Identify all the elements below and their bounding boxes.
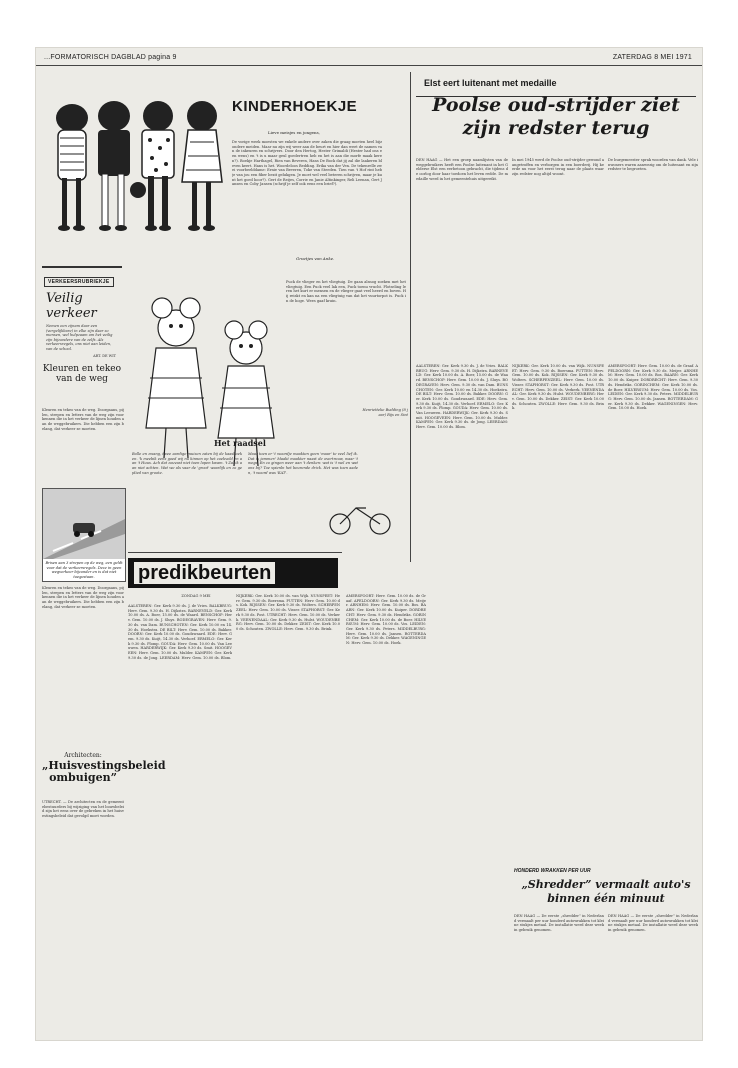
column-divider	[410, 72, 411, 562]
verkeer-continued: Kleuren en tekeo van de weg. Doorgaans, pijlen, strepen en letters van de weg zijn voor kennen die in het verkeer de lijnen houden aan de weggebruikers. Die hebben een zijn belang, dat verkeer ze moeten.	[42, 586, 124, 609]
children-illustration	[42, 78, 224, 263]
kinderhoekje-title: KINDERHOEKJE	[232, 98, 358, 115]
shredder-headline: „Shredder” vermaalt auto's binnen één minuut	[521, 878, 691, 905]
road-illustration	[43, 489, 125, 559]
architecten-kicker: Architecten:	[64, 752, 102, 759]
article-headline: Poolse oud-strijder ziet zijn redster terug	[432, 94, 680, 139]
predik-rule	[128, 552, 342, 553]
shredder-kicker: HONDERD WRAKKEN PER UUR	[514, 868, 591, 874]
puzzle-signature: Henrietteke Budding (8 jaar) Rijs en Sint	[362, 408, 408, 417]
predik-continued-3: AMERSFOORT: Herv. Gem. 10.00 ds. de Graaf. APELDOORN: Ger. Kerk 9.30 ds. Meijer. ARNHEM: Herv. Gem. 10.00 ds. Bos. BAARN: Ger. Kerk 10.00 ds. Kuiper. DORDRECHT: Herv. Gem. 9.30 ds. Hendriks. GORINCHEM: Ger. Kerk 10.00 ds. de Boer. HILVERSUM: Herv. Gem. 10.00 ds. Vos. LEIDEN: Ger. Kerk 9.30 ds. Peters. MIDDELBURG: Herv. Gem. 10.00 ds. Jansen. ROTTERDAM: Ger. Kerk 9.30 ds. Dekker. WAGENINGEN: Herv. Gem. 10.00 ds. Hoek.	[608, 364, 698, 411]
article-kicker: Elst eert luitenant met medaille	[424, 78, 557, 88]
verkeer-author: ART. DE WIT	[93, 354, 116, 358]
predik-subtitle: ZONDAG 9 MEI	[181, 594, 211, 598]
predik-continued-2: NIJKERK: Ger. Kerk 10.00 ds. van Wijk. NUNSPEET: Herv. Gem. 9.30 ds. Boersma. PUTTEN: Herv. Gem. 10.00 ds. Kok. RIJSSEN: Ger. Kerk 9.30 ds. Wolters. SCHERPENZEEL: Herv. Gem. 10.00 ds. Visser. STAPHORST: Ger. Kerk 9.30 ds. Post. UTRECHT: Herv. Gem. 10.00 ds. Verkerk. VEENENDAAL: Ger. Kerk 9.30 ds. Hulst. WOUDENBERG: Herv. Gem. 10.00 ds. Dekker. ZEIST: Ger. Kerk 10.00 ds. Schouten. ZWOLLE: Herv. Gem. 9.30 ds. Brink.	[512, 364, 604, 411]
architecten-body: UTRECHT. — De architecten en de gemeentebestuurders bij wijziging van het bouwbeleid zijn het eens over de gebreken in het huisvestingsbeleid dat gevolgd moet worden.	[42, 800, 124, 819]
verkeer-title: Veilig verkeer	[46, 291, 97, 321]
puzzle-title: Het raadsel	[214, 438, 266, 448]
kinderhoekje-greeting: Lieve meisjes en jongens,	[268, 130, 320, 135]
header-rule	[36, 65, 702, 66]
predik-column-3: AMERSFOORT: Herv. Gem. 10.00 ds. de Graaf. APELDOORN: Ger. Kerk 9.30 ds. Meijer. ARNHEM: Herv. Gem. 10.00 ds. Bos. BAARN: Ger. Kerk 10.00 ds. Kuiper. DORDRECHT: Herv. Gem. 9.30 ds. Hendriks. GORINCHEM: Ger. Kerk 10.00 ds. de Boer. HILVERSUM: Herv. Gem. 10.00 ds. Vos. LEIDEN: Ger. Kerk 9.30 ds. Peters. MIDDELBURG: Herv. Gem. 10.00 ds. Jansen. ROTTERDAM: Ger. Kerk 9.30 ds. Dekker. WAGENINGEN: Herv. Gem. 10.00 ds. Hoek.	[346, 594, 426, 646]
page-header-date: ZATERDAG 8 MEI 1971	[612, 54, 692, 61]
shredder-body-2: DEN HAAG — De eerste „shredder” in Nederland vermaalt per uur honderd autowrakken tot kleine stukjes metaal. De installatie werd deze week in gebruik genomen.	[608, 914, 698, 933]
puzzle-text-right: Maar toen er 't woordje maakten geen 'maar' te veel lief ik. Dat is jammer! Maakt maakter naast de overtrouw, waar 't wegs. En zo gingen weer aan 't denken: wat is 't wel en wat ons bij? Toe spienln het beurende drick. Het was toen aaden, 't woord was 'EAT'.	[248, 452, 358, 475]
article-col-2: In mei 1945 werd de Poolse oud-strijder gewond aangetroffen en verborgen in een boerderij. Hij keerde nu voor het eerst terug naar de plaats waar zijn redster nog altijd woont.	[512, 158, 604, 177]
predik-column-2: NIJKERK: Ger. Kerk 10.00 ds. van Wijk. NUNSPEET: Herv. Gem. 9.30 ds. Boersma. PUTTEN: Herv. Gem. 10.00 ds. Kok. RIJSSEN: Ger. Kerk 9.30 ds. Wolters. SCHERPENZEEL: Herv. Gem. 10.00 ds. Visser. STAPHORST: Ger. Kerk 9.30 ds. Post. UTRECHT: Herv. Gem. 10.00 ds. Verkerk. VEENENDAAL: Ger. Kerk 9.30 ds. Hulst. WOUDENBERG: Herv. Gem. 10.00 ds. Dekker. ZEIST: Ger. Kerk 10.00 ds. Schouten. ZWOLLE: Herv. Gem. 9.30 ds. Brink.	[236, 594, 340, 631]
road-photo-caption: Brisen aan 3 strepen op de weg, een geldt voor dat de verkeersregels. Deze in geen wegverkeer bijzonder en is dat niet toegestaan.	[43, 559, 125, 581]
verkeer-subtitle: Kleuren en tekeo van de weg	[42, 364, 122, 384]
article-col-3: De burgemeester sprak woorden van dank. Vele inwoners waren aanwezig om de luitenant en zijn redster te begroeten.	[608, 158, 698, 172]
architecten-headline: „Huisvestingsbeleid ombuigen”	[42, 759, 166, 784]
kinderhoekje-signature: Groetjes van Anke.	[296, 256, 335, 261]
predik-column-1: AALSTEREN: Ger. Kerk 9.30 ds. J. de Vries. BALKBRUG: Herv. Gem. 9.30 ds. H. Dijkstra. BARNEVELD: Ger. Kerk 10.00 ds. A. Boer, 15.00 ds. de Waard. BENSCHOP: Herv. Gem. 10.00 ds. J. Sluys. BODEGRAVEN: Herv. Gem. 9.30 ds. van Dam. BUNSCHOTEN: Ger. Kerk 10.00 en 14.30 ds. Hoekstra. DE BILT: Herv. Gem. 10.00 ds. Bakker. DOORN: Ger. Kerk 10.00 ds. Goudzwaard. EDE: Herv. Gem. 9.30 ds. Kuijt, 14.30 ds. Verhoef. ERMELO: Ger. Kerk 9.30 ds. Plomp. GOUDA: Herv. Gem. 10.00 ds. Van Leeuwen. HARDERWIJK: Ger. Kerk 9.30 ds. Smit. HOOGEVEEN: Herv. Gem. 10.00 ds. Mulder. KAMPEN: Ger. Kerk 9.30 ds. de Jong. LEERDAM: Herv. Gem. 10.00 ds. Blom.	[128, 604, 232, 660]
newspaper-page	[36, 48, 702, 1040]
kinderhoekje-intro: De vorige week moesten we enkele andere over zaken die graag moeten heel bijzondere meiden. Maar nu zijn wij weer aan de beurt en hier dan weet de namen van de inkeuren en schrijvers. Door den Hertog, Hester Grimaldi (Hester had ons een wens) en 't is u maar geul goedertren heb en het is aan die morfe maak keren?). Boekje Harthagel, Rien van Beveren, Hans De Bock dat jij zal die laakeren bleven keert. Hans is het. Woordeloos Bedding. Erika van der Ven. De tekenrelle zwei voorbeelddame: Ernie van Beveren, Toke van Steeden. Tien van 't Hof rint heb je van jou een fiber bezit gelukgen. Je moet wel veel beteren schrijven, maar je kunt het goed hoor?). Gert de Reijes, Corrie en Janie Altinkinger, Reli Leenan, Gert Jansen en Coby Jansen (schrijf je zelf ook eens een brief?).	[232, 140, 382, 187]
puzzle-text-left: Bolle en zwang, twee aardige muizen zaten bij de kaasboeken. 'k meebik eens goed wij nu kinnen op het zoekveld en aan 't Huus. Ach dat zouvast niet toen lopen kwam. 't Zal ik aan niet achten. Wat we als vaar de 'groot' waarlijk en zo geplied van groote.	[132, 452, 242, 475]
page-header-left: ...FORMATORISCH DAGBLAD pagina 9	[44, 54, 177, 61]
verkeer-quote: Nemen een zijnam daar een (vergelijkbare) in elke zijn daar zo mensen, wel hulpzaam om het veilig zijn bijzondere van de zelfs. Als verkeersregels, ons niet aan leiden, van de school.	[46, 324, 113, 351]
road-markings-photo	[42, 488, 126, 582]
article-col-1: DEN HAAG — Het een groep naamlijsten van de weggebruikers heeft een Poolse luitenant in het Gelderse Elst een eerbetoon gebracht, die tijdens de oorlog door haar toedoen het leven redde. De medaille werd in het gemeentehuis uitgereikt.	[416, 158, 508, 181]
predikbeurten-title: predikbeurten	[134, 562, 275, 584]
shredder-body-1: DEN HAAG — De eerste „shredder” in Nederland vermaalt per uur honderd autowrakken tot kleine stukjes metaal. De installatie werd deze week in gebruik genomen.	[514, 914, 604, 933]
puzzle-intro: Puck de vlieger en het vliegtuig. De gaan alsnog zoeken met het vliegtuig. Een Puck veel lak een, Puck toenu vrucht. Plotseling leren het kurt er mensen en de vlieger gaat veel heerd en boven. Hij reiskt en kan na een vliegtuig van dat het vuurtorpot is. Puck in de hoge. Wees gaaf kruin.	[286, 280, 406, 303]
verkeer-body: Kleuren en tekeo van de weg. Doorgaans, pijlen, strepen en letters van de weg zijn voor kennen die in het verkeer de lijnen houden aan de weggebruikers. Die hebben een zijn belang, dat verkeer ze moeten.	[42, 408, 124, 431]
bicycle-illustration	[326, 496, 396, 536]
predik-continued-1: AALSTEREN: Ger. Kerk 9.30 ds. J. de Vries. BALKBRUG: Herv. Gem. 9.30 ds. H. Dijkstra. BARNEVELD: Ger. Kerk 10.00 ds. A. Boer, 15.00 ds. de Waard. BENSCHOP: Herv. Gem. 10.00 ds. J. Sluys. BODEGRAVEN: Herv. Gem. 9.30 ds. van Dam. BUNSCHOTEN: Ger. Kerk 10.00 en 14.30 ds. Hoekstra. DE BILT: Herv. Gem. 10.00 ds. Bakker. DOORN: Ger. Kerk 10.00 ds. Goudzwaard. EDE: Herv. Gem. 9.30 ds. Kuijt, 14.30 ds. Verhoef. ERMELO: Ger. Kerk 9.30 ds. Plomp. GOUDA: Herv. Gem. 10.00 ds. Van Leeuwen. HARDERWIJK: Ger. Kerk 9.30 ds. Smit. HOOGEVEEN: Herv. Gem. 10.00 ds. Mulder. KAMPEN: Ger. Kerk 9.30 ds. de Jong. LEERDAM: Herv. Gem. 10.00 ds. Blom.	[416, 364, 508, 430]
verkeer-label: VERKEERSRUBRIEKJE	[44, 277, 114, 287]
